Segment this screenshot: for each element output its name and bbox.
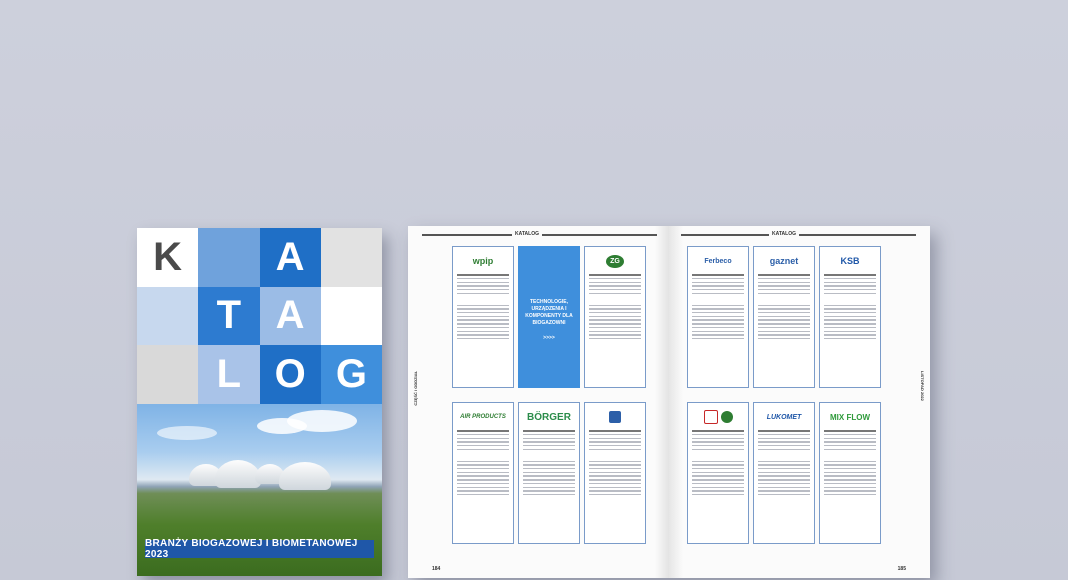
biogas-plant-photo: [137, 404, 382, 576]
company-card: [819, 402, 881, 544]
cover-tile: [321, 228, 382, 287]
header-label: KATALOG: [512, 231, 542, 237]
page-number: 185: [897, 566, 906, 572]
ksb-logo: KSB: [840, 256, 860, 266]
cover-tile: [321, 287, 382, 346]
company-card: [753, 402, 815, 544]
catalog-cover: [137, 228, 382, 576]
wpip-logo: wpip: [472, 256, 494, 266]
section-arrows: >>>>: [543, 335, 555, 341]
cover-tile: [198, 228, 259, 287]
zg-logo: ZG: [588, 250, 642, 272]
section-title: TECHNOLOGIE, URZĄDZENIA I KOMPONENTY DLA BIOGAZOWNI: [525, 299, 573, 326]
cover-tile: L: [198, 345, 259, 404]
open-catalog: [408, 226, 930, 578]
page-number: 184: [432, 566, 441, 572]
kwk-logo: [691, 406, 745, 428]
company-card: [687, 246, 749, 388]
company-card: [584, 246, 646, 388]
lukomet-logo: LUKOMET: [766, 413, 802, 421]
borger-logo: BÖRGER: [527, 411, 571, 423]
company-card: [753, 246, 815, 388]
company-card: [518, 402, 580, 544]
cover-tile: T: [198, 287, 259, 346]
section-card: [518, 246, 580, 388]
cover-banner: BRANŻY BIOGAZOWEJ I BIOMETANOWEJ 2023: [145, 540, 374, 558]
cover-tile: A: [260, 287, 321, 346]
side-text: CZĘŚĆ I ODDZIAŁ: [413, 371, 418, 406]
mixflow-logo: MIX FLOW: [830, 412, 870, 422]
cover-tile: A: [260, 228, 321, 287]
gaznet-logo: gaznet: [769, 256, 799, 266]
cover-tile: K: [137, 228, 198, 287]
air-products-logo: AIR PRODUCTS: [460, 414, 506, 420]
cover-tile: G: [321, 345, 382, 404]
right-page: [669, 226, 930, 578]
company-card: [452, 246, 514, 388]
cover-letter-tiles: [137, 228, 382, 404]
cover-tile: [137, 287, 198, 346]
ferbeco-logo: Ferbeco: [704, 257, 732, 265]
header-label: KATALOG: [769, 231, 799, 237]
side-text: LISTOPAD 2022: [920, 371, 925, 401]
company-card: [687, 402, 749, 544]
company-card: [584, 402, 646, 544]
left-page: [408, 226, 669, 578]
cover-tile: [137, 345, 198, 404]
company-card: [452, 402, 514, 544]
cover-tile: O: [260, 345, 321, 404]
eltech-logo: [588, 406, 642, 428]
company-card: [819, 246, 881, 388]
